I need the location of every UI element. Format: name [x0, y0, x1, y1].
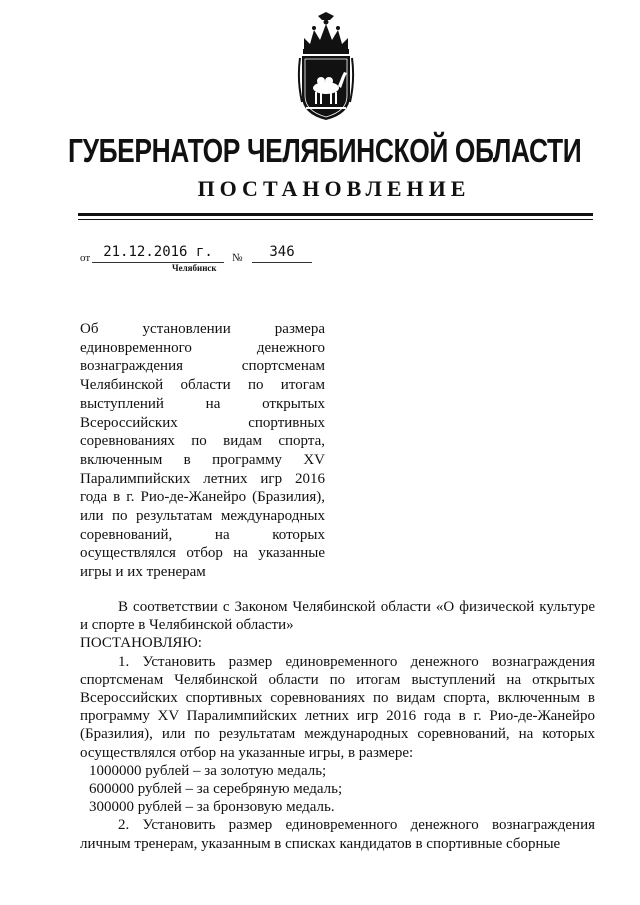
header-divider-thin — [78, 219, 593, 220]
document-number: 346 — [252, 244, 312, 263]
number-label: № — [232, 252, 243, 264]
preamble-paragraph: В соответствии с Законом Челябинской области «О физической культуре и спорте в Челябинской области» — [80, 599, 595, 634]
award-bronze: 300000 рублей – за бронзовую медаль. — [89, 799, 335, 816]
document-date: 21.12.2016 г. — [92, 244, 224, 263]
award-gold: 1000000 рублей – за золотую медаль; — [89, 762, 327, 779]
item-2-paragraph: 2. Установить размер единовременного денежного вознаграждения личным тренерам, указанным в списках кандидатов в спортивные сборные — [80, 817, 595, 852]
award-silver: 600000 рублей – за серебряную медаль; — [89, 781, 343, 798]
coat-of-arms-icon — [296, 10, 356, 122]
document-subject: Об установлении размера единовременного денежного вознаграждения спортсменам Челябинской области по итогам выступлений на открытых Всероссийских спортивных соревнованиях по видам спорта, включенным в программу XV Паралимпийских летних игр 2016 года в г. Рио-де-Жанейро (Бразилия), или по результатам международных соревнований, на которых осуществлялся отбор на указанные игры и их тренерам — [80, 321, 325, 581]
authority-title: ГУБЕРНАТОР ЧЕЛЯБИНСКОЙ ОБЛАСТИ — [68, 132, 582, 169]
header-divider-thick — [78, 213, 593, 216]
item-1-paragraph: 1. Установить размер единовременного денежного вознаграждения спортсменам Челябинской области по итогам выступлений на открытых Всероссийских спортивных соревнованиях по видам спорта, включенным в программу XV Паралимпийских летних игр 2016 года в г. Рио-де-Жанейро (Бразилия), или по результатам международных соревнований, на которых осуществлялся отбор на указанные игры, в размере: — [80, 653, 595, 761]
decree-heading: ПОСТАНОВЛЯЮ: — [80, 635, 202, 652]
document-body — [80, 598, 595, 853]
date-prefix: от — [80, 252, 91, 264]
document-type: ПОСТАНОВЛЕНИЕ — [197, 176, 471, 201]
crown-icon — [303, 12, 349, 54]
issue-city: Челябинск — [172, 263, 217, 273]
